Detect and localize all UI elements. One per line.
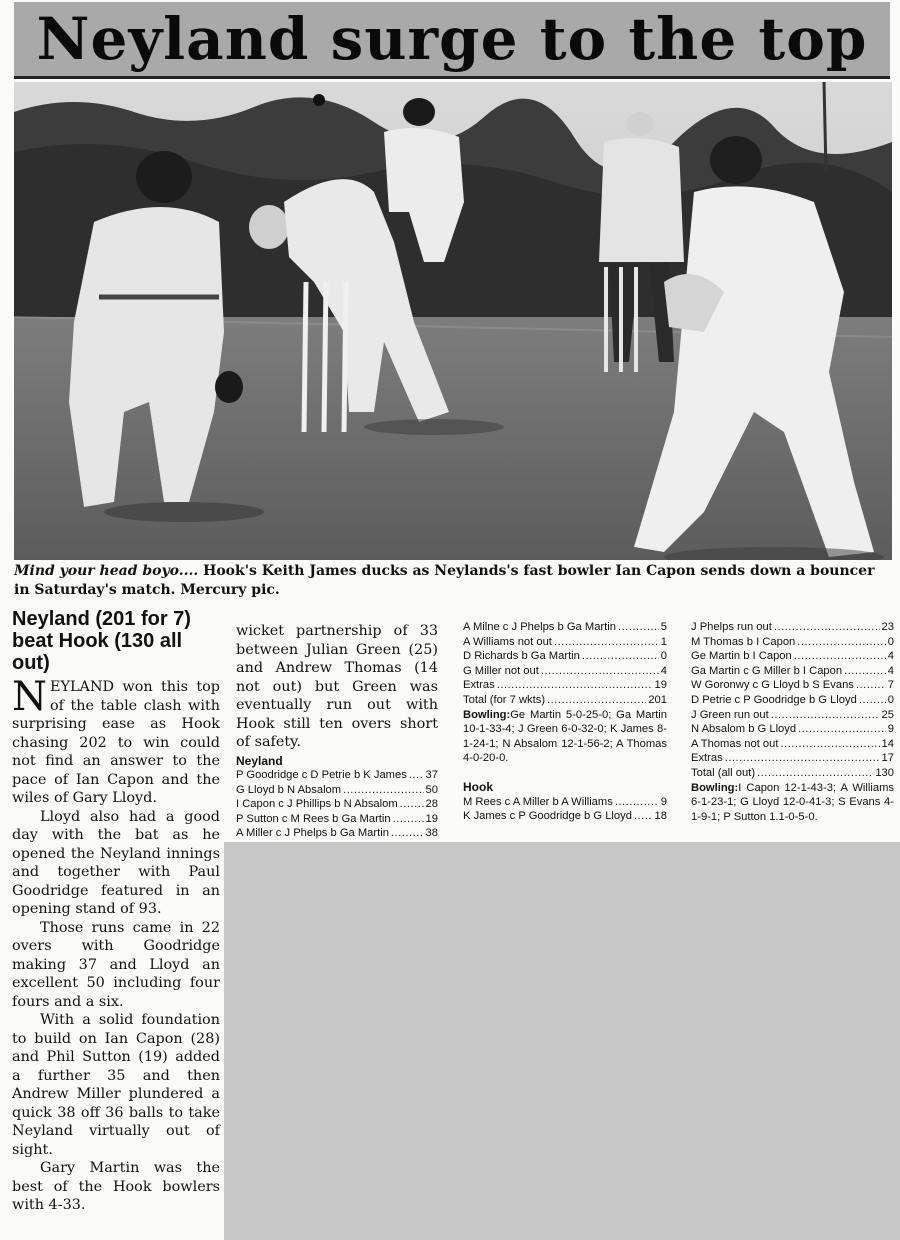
batsman: D Petrie c P Goodridge b G Lloyd bbox=[691, 693, 857, 706]
photo-caption bbox=[14, 562, 890, 602]
bowling-figures-hook bbox=[691, 781, 894, 825]
batting-row bbox=[463, 649, 667, 664]
batsman: J Phelps run out bbox=[691, 621, 772, 633]
scorecard-column-3 bbox=[463, 620, 667, 824]
batting-row bbox=[691, 635, 894, 650]
batsman: A Milne c J Phelps b Ga Martin bbox=[463, 621, 616, 633]
story-paragraph bbox=[12, 674, 220, 808]
runs: 9 bbox=[887, 723, 894, 736]
runs: 0 bbox=[887, 635, 894, 648]
runs: 25 bbox=[881, 708, 894, 721]
batsman: A Williams not out bbox=[463, 635, 552, 648]
batting-row bbox=[463, 664, 667, 679]
batting-row bbox=[691, 678, 894, 693]
batting-row bbox=[463, 620, 667, 635]
batting-row bbox=[236, 826, 438, 841]
runs: 28 bbox=[425, 798, 438, 811]
runs: 0 bbox=[660, 650, 667, 663]
runs: 50 bbox=[425, 783, 438, 796]
scorecard-neyland-part1 bbox=[236, 754, 438, 842]
batting-row bbox=[691, 708, 894, 723]
batsman: P Sutton c M Rees b Ga Martin bbox=[236, 812, 391, 825]
runs: 0 bbox=[887, 693, 894, 706]
batting-row bbox=[463, 809, 667, 824]
story-paragraph: Gary Martin was the best of the Hook bowlers with 4-33. bbox=[12, 1160, 220, 1213]
caption-lead: Mind your head boyo.... bbox=[14, 563, 199, 579]
scorecard-column-4 bbox=[691, 620, 894, 824]
runs: 5 bbox=[660, 621, 667, 633]
extras-row bbox=[691, 751, 894, 766]
runs: 130 bbox=[875, 766, 894, 779]
runs: 19 bbox=[425, 812, 438, 825]
runs: 18 bbox=[654, 810, 667, 823]
extras-label: Extras bbox=[691, 752, 723, 765]
story-headline: Neyland (201 for 7) beat Hook (130 all out) bbox=[12, 608, 191, 674]
runs: 201 bbox=[648, 693, 667, 706]
bowling-label: Bowling: bbox=[691, 781, 739, 794]
runs: 1 bbox=[660, 635, 667, 648]
batsman: P Goodridge c D Petrie b K James bbox=[236, 769, 407, 782]
total-label: Total (for 7 wkts) bbox=[463, 693, 546, 706]
batsman: M Rees c A Miller b A Williams bbox=[463, 795, 613, 808]
cricket-match-photo bbox=[14, 82, 892, 560]
runs: 4 bbox=[887, 664, 894, 677]
runs: 37 bbox=[425, 769, 438, 782]
total-label: Total (all out) bbox=[691, 766, 756, 779]
batsman: M Thomas b I Capon bbox=[691, 635, 796, 648]
batting-row bbox=[236, 797, 438, 812]
caption-text: Hook's Keith James ducks as Neylands's fast bowler Ian Capon sends down a bouncer in Saturday's match. Mercury pic. bbox=[14, 563, 875, 598]
batting-row bbox=[691, 649, 894, 664]
batsman: D Richards b Ga Martin bbox=[463, 650, 580, 663]
batting-row bbox=[236, 768, 438, 783]
batting-row bbox=[691, 722, 894, 737]
bowling-label: Bowling: bbox=[463, 708, 511, 721]
story-column-2 bbox=[236, 622, 438, 841]
bowling-text: I Capon 12-1-43-3; A Williams 6-1-23-1; G Lloyd 12-0-41-3; S Evans 4-1-9-1; P Sutton 1.1-0-5-0. bbox=[691, 781, 894, 823]
batsman: G Lloyd b N Absalom bbox=[236, 783, 342, 796]
extras-label: Extras bbox=[463, 679, 495, 692]
batting-row bbox=[463, 795, 667, 810]
batting-row bbox=[691, 620, 894, 635]
story-paragraph: Those runs came in 22 overs with Goodridge making 37 and Lloyd an excellent 50 including four fours and a six. bbox=[12, 919, 220, 1010]
total-row bbox=[463, 693, 667, 708]
runs: 4 bbox=[660, 664, 667, 677]
batsman: A Miller c J Phelps b Ga Martin bbox=[236, 827, 389, 840]
team-name: Hook bbox=[463, 779, 493, 794]
extras-row bbox=[463, 678, 667, 693]
first-paragraph-text: EYLAND won this top of the table clash with surprising ease as Hook chasing 202 to win could not find an answer to the pace of Ian Capon and the wiles of Gary Lloyd. bbox=[12, 679, 220, 806]
batsman: N Absalom b G Lloyd bbox=[691, 723, 797, 736]
runs: 38 bbox=[425, 827, 438, 840]
runs: 7 bbox=[887, 679, 894, 692]
batsman: G Miller not out bbox=[463, 664, 539, 677]
batsman: Ga Martin c G Miller b I Capon bbox=[691, 664, 843, 677]
dropcap: N bbox=[12, 674, 47, 720]
story-paragraph: wicket partnership of 33 between Julian Green (25) and Andrew Thomas (14 not out) but Green was eventually run out with Hook still ten overs short of safety. bbox=[236, 623, 438, 750]
runs: 17 bbox=[881, 752, 894, 765]
batsman: W Goronwy c G Lloyd b S Evans bbox=[691, 679, 854, 692]
total-row bbox=[691, 766, 894, 781]
runs: 9 bbox=[660, 795, 667, 808]
batting-row bbox=[463, 635, 667, 650]
story-column-1 bbox=[12, 608, 220, 1215]
story-paragraph: With a solid foundation to build on Ian Capon (28) and Phil Sutton (19) added a further 35 and then Andrew Miller plundered a quick 38 off 36 balls to take Neyland virtually out of sight. bbox=[12, 1012, 220, 1158]
team-name: Neyland bbox=[236, 753, 283, 768]
batting-row bbox=[691, 737, 894, 752]
batting-row bbox=[691, 693, 894, 708]
runs: 14 bbox=[881, 737, 894, 750]
story-paragraph: Lloyd also had a good day with the bat as he opened the Neyland innings and together with Paul Goodridge featured in an opening stand of 93. bbox=[12, 808, 220, 917]
batsman: A Thomas not out bbox=[691, 737, 779, 750]
headline: Neyland surge to the top bbox=[14, 2, 890, 79]
runs: 19 bbox=[654, 679, 667, 692]
batsman: K James c P Goodridge b G Lloyd bbox=[463, 810, 632, 823]
runs: 4 bbox=[887, 650, 894, 663]
batsman: I Capon c J Phillips b N Absalom bbox=[236, 798, 398, 811]
batting-row bbox=[691, 664, 894, 679]
batting-row bbox=[236, 783, 438, 798]
runs: 23 bbox=[881, 621, 894, 633]
bowling-figures-neyland bbox=[463, 708, 667, 766]
bowling-text: Ge Martin 5-0-25-0; Ga Martin 10-1-33-4; J Green 6-0-32-0; K James 8-1-24-1; N Absalom 12-1-56-2; A Thomas 4-0-20-0. bbox=[463, 708, 667, 765]
batsman: J Green run out bbox=[691, 708, 769, 721]
batting-row bbox=[236, 812, 438, 827]
batsman: Ge Martin b I Capon bbox=[691, 650, 792, 663]
